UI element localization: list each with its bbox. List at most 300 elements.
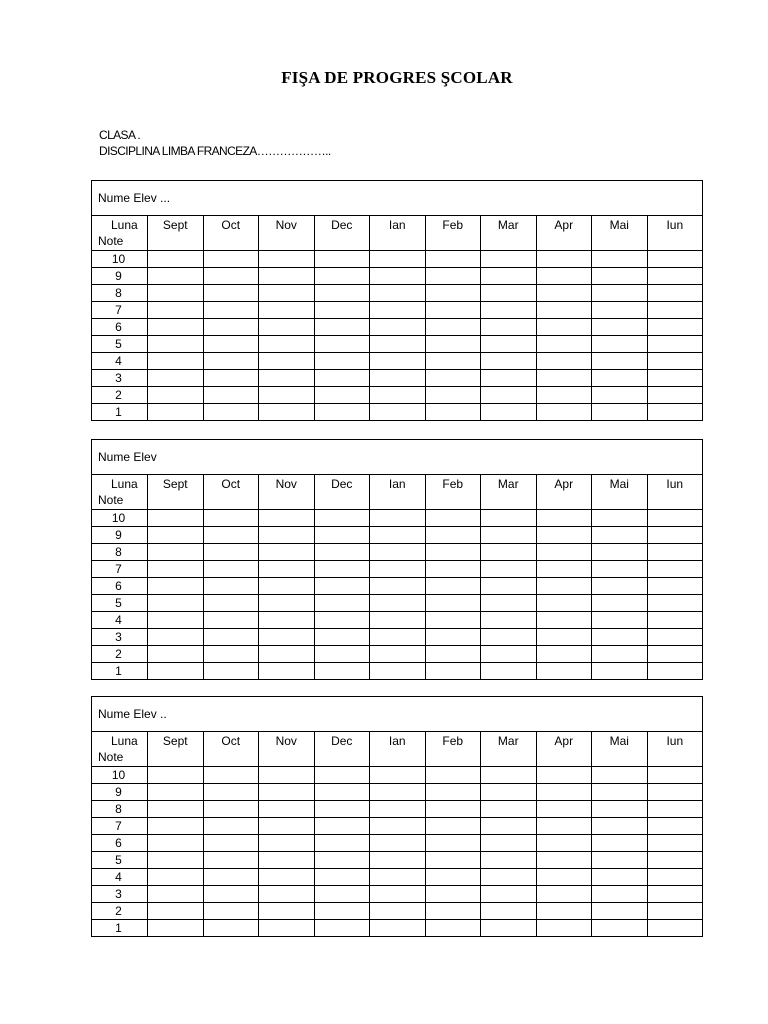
- grade-cell[interactable]: [592, 387, 648, 404]
- grade-cell[interactable]: [647, 527, 703, 544]
- grade-cell[interactable]: [203, 663, 259, 680]
- grade-cell[interactable]: [148, 319, 204, 336]
- grade-cell[interactable]: [259, 251, 315, 268]
- grade-cell[interactable]: [314, 387, 370, 404]
- grade-cell[interactable]: [647, 404, 703, 421]
- grade-cell[interactable]: [370, 835, 426, 852]
- grade-cell[interactable]: [148, 801, 204, 818]
- grade-cell[interactable]: [425, 663, 481, 680]
- grade-cell[interactable]: [370, 920, 426, 937]
- grade-cell[interactable]: [536, 629, 592, 646]
- grade-cell[interactable]: [314, 784, 370, 801]
- grade-cell[interactable]: [647, 663, 703, 680]
- grade-cell[interactable]: [370, 801, 426, 818]
- grade-cell[interactable]: [370, 886, 426, 903]
- grade-cell[interactable]: [259, 336, 315, 353]
- grade-cell[interactable]: [481, 595, 537, 612]
- grade-cell[interactable]: [647, 578, 703, 595]
- grade-cell[interactable]: [592, 886, 648, 903]
- grade-cell[interactable]: [592, 268, 648, 285]
- grade-cell[interactable]: [425, 869, 481, 886]
- grade-cell[interactable]: [148, 544, 204, 561]
- grade-cell[interactable]: [592, 510, 648, 527]
- grade-cell[interactable]: [592, 835, 648, 852]
- grade-cell[interactable]: [592, 578, 648, 595]
- grade-cell[interactable]: [647, 903, 703, 920]
- grade-cell[interactable]: [370, 646, 426, 663]
- grade-cell[interactable]: [647, 629, 703, 646]
- grade-cell[interactable]: [148, 404, 204, 421]
- grade-cell[interactable]: [370, 852, 426, 869]
- grade-cell[interactable]: [647, 251, 703, 268]
- grade-cell[interactable]: [425, 920, 481, 937]
- grade-cell[interactable]: [481, 629, 537, 646]
- grade-cell[interactable]: [148, 784, 204, 801]
- grade-cell[interactable]: [370, 285, 426, 302]
- grade-cell[interactable]: [314, 886, 370, 903]
- grade-cell[interactable]: [259, 404, 315, 421]
- grade-cell[interactable]: [481, 510, 537, 527]
- grade-cell[interactable]: [536, 646, 592, 663]
- grade-cell[interactable]: [314, 353, 370, 370]
- grade-cell[interactable]: [481, 285, 537, 302]
- grade-cell[interactable]: [259, 561, 315, 578]
- grade-cell[interactable]: [370, 784, 426, 801]
- grade-cell[interactable]: [314, 578, 370, 595]
- grade-cell[interactable]: [481, 920, 537, 937]
- grade-cell[interactable]: [370, 544, 426, 561]
- grade-cell[interactable]: [647, 510, 703, 527]
- grade-cell[interactable]: [314, 903, 370, 920]
- grade-cell[interactable]: [370, 595, 426, 612]
- grade-cell[interactable]: [481, 578, 537, 595]
- grade-cell[interactable]: [148, 646, 204, 663]
- grade-cell[interactable]: [425, 767, 481, 784]
- grade-cell[interactable]: [259, 370, 315, 387]
- grade-cell[interactable]: [370, 903, 426, 920]
- grade-cell[interactable]: [647, 886, 703, 903]
- grade-cell[interactable]: [592, 629, 648, 646]
- grade-cell[interactable]: [203, 285, 259, 302]
- grade-cell[interactable]: [647, 268, 703, 285]
- student-name-field[interactable]: Nume Elev ...: [92, 181, 703, 216]
- grade-cell[interactable]: [425, 404, 481, 421]
- grade-cell[interactable]: [370, 370, 426, 387]
- grade-cell[interactable]: [314, 663, 370, 680]
- grade-cell[interactable]: [536, 387, 592, 404]
- grade-cell[interactable]: [370, 251, 426, 268]
- grade-cell[interactable]: [203, 920, 259, 937]
- grade-cell[interactable]: [592, 370, 648, 387]
- grade-cell[interactable]: [259, 319, 315, 336]
- grade-cell[interactable]: [647, 302, 703, 319]
- grade-cell[interactable]: [370, 353, 426, 370]
- grade-cell[interactable]: [536, 886, 592, 903]
- grade-cell[interactable]: [592, 527, 648, 544]
- grade-cell[interactable]: [203, 767, 259, 784]
- grade-cell[interactable]: [148, 285, 204, 302]
- grade-cell[interactable]: [148, 767, 204, 784]
- grade-cell[interactable]: [203, 319, 259, 336]
- grade-cell[interactable]: [259, 578, 315, 595]
- grade-cell[interactable]: [425, 251, 481, 268]
- grade-cell[interactable]: [370, 404, 426, 421]
- grade-cell[interactable]: [536, 784, 592, 801]
- grade-cell[interactable]: [481, 336, 537, 353]
- grade-cell[interactable]: [425, 835, 481, 852]
- grade-cell[interactable]: [259, 818, 315, 835]
- grade-cell[interactable]: [148, 387, 204, 404]
- grade-cell[interactable]: [592, 818, 648, 835]
- grade-cell[interactable]: [148, 663, 204, 680]
- grade-cell[interactable]: [592, 920, 648, 937]
- grade-cell[interactable]: [203, 852, 259, 869]
- grade-cell[interactable]: [536, 612, 592, 629]
- grade-cell[interactable]: [481, 387, 537, 404]
- grade-cell[interactable]: [203, 903, 259, 920]
- grade-cell[interactable]: [647, 869, 703, 886]
- grade-cell[interactable]: [259, 510, 315, 527]
- grade-cell[interactable]: [314, 561, 370, 578]
- grade-cell[interactable]: [148, 561, 204, 578]
- grade-cell[interactable]: [425, 578, 481, 595]
- grade-cell[interactable]: [259, 612, 315, 629]
- grade-cell[interactable]: [314, 595, 370, 612]
- student-name-field[interactable]: Nume Elev: [92, 440, 703, 475]
- grade-cell[interactable]: [592, 336, 648, 353]
- grade-cell[interactable]: [203, 251, 259, 268]
- grade-cell[interactable]: [647, 920, 703, 937]
- grade-cell[interactable]: [148, 251, 204, 268]
- grade-cell[interactable]: [203, 510, 259, 527]
- grade-cell[interactable]: [314, 612, 370, 629]
- grade-cell[interactable]: [203, 869, 259, 886]
- grade-cell[interactable]: [481, 251, 537, 268]
- grade-cell[interactable]: [203, 612, 259, 629]
- grade-cell[interactable]: [148, 612, 204, 629]
- grade-cell[interactable]: [370, 336, 426, 353]
- grade-cell[interactable]: [425, 612, 481, 629]
- grade-cell[interactable]: [647, 784, 703, 801]
- grade-cell[interactable]: [481, 767, 537, 784]
- grade-cell[interactable]: [370, 818, 426, 835]
- grade-cell[interactable]: [481, 319, 537, 336]
- grade-cell[interactable]: [314, 646, 370, 663]
- grade-cell[interactable]: [203, 336, 259, 353]
- grade-cell[interactable]: [259, 544, 315, 561]
- grade-cell[interactable]: [203, 886, 259, 903]
- grade-cell[interactable]: [148, 268, 204, 285]
- grade-cell[interactable]: [592, 285, 648, 302]
- grade-cell[interactable]: [259, 903, 315, 920]
- grade-cell[interactable]: [536, 285, 592, 302]
- grade-cell[interactable]: [370, 302, 426, 319]
- grade-cell[interactable]: [425, 285, 481, 302]
- grade-cell[interactable]: [647, 336, 703, 353]
- grade-cell[interactable]: [647, 387, 703, 404]
- grade-cell[interactable]: [203, 404, 259, 421]
- grade-cell[interactable]: [592, 353, 648, 370]
- grade-cell[interactable]: [425, 561, 481, 578]
- grade-cell[interactable]: [647, 353, 703, 370]
- grade-cell[interactable]: [314, 285, 370, 302]
- grade-cell[interactable]: [536, 869, 592, 886]
- grade-cell[interactable]: [425, 818, 481, 835]
- grade-cell[interactable]: [647, 319, 703, 336]
- grade-cell[interactable]: [370, 268, 426, 285]
- grade-cell[interactable]: [203, 302, 259, 319]
- grade-cell[interactable]: [536, 404, 592, 421]
- grade-cell[interactable]: [536, 663, 592, 680]
- grade-cell[interactable]: [425, 527, 481, 544]
- grade-cell[interactable]: [148, 886, 204, 903]
- grade-cell[interactable]: [203, 646, 259, 663]
- grade-cell[interactable]: [536, 370, 592, 387]
- grade-cell[interactable]: [259, 852, 315, 869]
- grade-cell[interactable]: [203, 370, 259, 387]
- grade-cell[interactable]: [148, 510, 204, 527]
- grade-cell[interactable]: [481, 612, 537, 629]
- grade-cell[interactable]: [536, 595, 592, 612]
- grade-cell[interactable]: [536, 302, 592, 319]
- grade-cell[interactable]: [425, 510, 481, 527]
- grade-cell[interactable]: [425, 801, 481, 818]
- grade-cell[interactable]: [592, 251, 648, 268]
- grade-cell[interactable]: [425, 784, 481, 801]
- grade-cell[interactable]: [536, 578, 592, 595]
- grade-cell[interactable]: [259, 268, 315, 285]
- grade-cell[interactable]: [370, 869, 426, 886]
- grade-cell[interactable]: [425, 886, 481, 903]
- grade-cell[interactable]: [647, 767, 703, 784]
- grade-cell[interactable]: [148, 302, 204, 319]
- grade-cell[interactable]: [647, 561, 703, 578]
- grade-cell[interactable]: [148, 629, 204, 646]
- grade-cell[interactable]: [259, 784, 315, 801]
- grade-cell[interactable]: [481, 801, 537, 818]
- grade-cell[interactable]: [481, 353, 537, 370]
- grade-cell[interactable]: [314, 370, 370, 387]
- grade-cell[interactable]: [647, 595, 703, 612]
- grade-cell[interactable]: [536, 527, 592, 544]
- grade-cell[interactable]: [259, 595, 315, 612]
- grade-cell[interactable]: [536, 544, 592, 561]
- grade-cell[interactable]: [425, 629, 481, 646]
- grade-cell[interactable]: [370, 510, 426, 527]
- grade-cell[interactable]: [592, 869, 648, 886]
- grade-cell[interactable]: [314, 336, 370, 353]
- grade-cell[interactable]: [314, 319, 370, 336]
- grade-cell[interactable]: [370, 629, 426, 646]
- grade-cell[interactable]: [647, 285, 703, 302]
- grade-cell[interactable]: [425, 268, 481, 285]
- grade-cell[interactable]: [425, 903, 481, 920]
- grade-cell[interactable]: [592, 544, 648, 561]
- grade-cell[interactable]: [425, 370, 481, 387]
- grade-cell[interactable]: [536, 801, 592, 818]
- grade-cell[interactable]: [203, 578, 259, 595]
- grade-cell[interactable]: [425, 319, 481, 336]
- grade-cell[interactable]: [425, 646, 481, 663]
- grade-cell[interactable]: [536, 510, 592, 527]
- grade-cell[interactable]: [481, 370, 537, 387]
- grade-cell[interactable]: [647, 801, 703, 818]
- grade-cell[interactable]: [647, 612, 703, 629]
- grade-cell[interactable]: [536, 852, 592, 869]
- grade-cell[interactable]: [592, 663, 648, 680]
- grade-cell[interactable]: [425, 353, 481, 370]
- grade-cell[interactable]: [370, 527, 426, 544]
- grade-cell[interactable]: [647, 818, 703, 835]
- grade-cell[interactable]: [481, 663, 537, 680]
- grade-cell[interactable]: [314, 544, 370, 561]
- grade-cell[interactable]: [259, 663, 315, 680]
- grade-cell[interactable]: [259, 353, 315, 370]
- grade-cell[interactable]: [259, 646, 315, 663]
- grade-cell[interactable]: [314, 767, 370, 784]
- grade-cell[interactable]: [148, 869, 204, 886]
- grade-cell[interactable]: [259, 886, 315, 903]
- grade-cell[interactable]: [481, 869, 537, 886]
- grade-cell[interactable]: [370, 561, 426, 578]
- grade-cell[interactable]: [425, 336, 481, 353]
- grade-cell[interactable]: [203, 268, 259, 285]
- grade-cell[interactable]: [536, 903, 592, 920]
- grade-cell[interactable]: [536, 818, 592, 835]
- grade-cell[interactable]: [647, 646, 703, 663]
- grade-cell[interactable]: [647, 852, 703, 869]
- grade-cell[interactable]: [314, 801, 370, 818]
- grade-cell[interactable]: [259, 869, 315, 886]
- grade-cell[interactable]: [259, 302, 315, 319]
- grade-cell[interactable]: [536, 268, 592, 285]
- grade-cell[interactable]: [314, 852, 370, 869]
- grade-cell[interactable]: [425, 852, 481, 869]
- grade-cell[interactable]: [592, 404, 648, 421]
- grade-cell[interactable]: [425, 302, 481, 319]
- grade-cell[interactable]: [314, 629, 370, 646]
- grade-cell[interactable]: [314, 302, 370, 319]
- grade-cell[interactable]: [203, 561, 259, 578]
- grade-cell[interactable]: [592, 612, 648, 629]
- grade-cell[interactable]: [370, 612, 426, 629]
- grade-cell[interactable]: [592, 646, 648, 663]
- grade-cell[interactable]: [536, 920, 592, 937]
- grade-cell[interactable]: [592, 903, 648, 920]
- grade-cell[interactable]: [536, 353, 592, 370]
- grade-cell[interactable]: [481, 835, 537, 852]
- grade-cell[interactable]: [592, 767, 648, 784]
- grade-cell[interactable]: [536, 835, 592, 852]
- grade-cell[interactable]: [148, 903, 204, 920]
- grade-cell[interactable]: [203, 353, 259, 370]
- grade-cell[interactable]: [148, 595, 204, 612]
- grade-cell[interactable]: [370, 767, 426, 784]
- grade-cell[interactable]: [592, 319, 648, 336]
- grade-cell[interactable]: [148, 336, 204, 353]
- grade-cell[interactable]: [536, 251, 592, 268]
- grade-cell[interactable]: [203, 835, 259, 852]
- grade-cell[interactable]: [314, 869, 370, 886]
- grade-cell[interactable]: [481, 302, 537, 319]
- grade-cell[interactable]: [314, 268, 370, 285]
- grade-cell[interactable]: [536, 336, 592, 353]
- student-name-field[interactable]: Nume Elev ..: [92, 697, 703, 732]
- grade-cell[interactable]: [148, 370, 204, 387]
- grade-cell[interactable]: [203, 527, 259, 544]
- grade-cell[interactable]: [203, 595, 259, 612]
- grade-cell[interactable]: [203, 629, 259, 646]
- grade-cell[interactable]: [314, 920, 370, 937]
- grade-cell[interactable]: [370, 387, 426, 404]
- grade-cell[interactable]: [536, 767, 592, 784]
- grade-cell[interactable]: [203, 818, 259, 835]
- grade-cell[interactable]: [647, 835, 703, 852]
- grade-cell[interactable]: [148, 353, 204, 370]
- grade-cell[interactable]: [203, 801, 259, 818]
- grade-cell[interactable]: [481, 852, 537, 869]
- grade-cell[interactable]: [259, 767, 315, 784]
- grade-cell[interactable]: [425, 595, 481, 612]
- grade-cell[interactable]: [314, 818, 370, 835]
- grade-cell[interactable]: [481, 818, 537, 835]
- grade-cell[interactable]: [425, 544, 481, 561]
- grade-cell[interactable]: [370, 578, 426, 595]
- grade-cell[interactable]: [647, 370, 703, 387]
- grade-cell[interactable]: [481, 404, 537, 421]
- grade-cell[interactable]: [259, 801, 315, 818]
- grade-cell[interactable]: [370, 319, 426, 336]
- grade-cell[interactable]: [148, 920, 204, 937]
- grade-cell[interactable]: [148, 527, 204, 544]
- grade-cell[interactable]: [536, 561, 592, 578]
- grade-cell[interactable]: [592, 302, 648, 319]
- grade-cell[interactable]: [370, 663, 426, 680]
- grade-cell[interactable]: [592, 784, 648, 801]
- grade-cell[interactable]: [647, 544, 703, 561]
- grade-cell[interactable]: [481, 886, 537, 903]
- grade-cell[interactable]: [314, 510, 370, 527]
- grade-cell[interactable]: [592, 852, 648, 869]
- grade-cell[interactable]: [259, 387, 315, 404]
- grade-cell[interactable]: [148, 835, 204, 852]
- grade-cell[interactable]: [148, 818, 204, 835]
- grade-cell[interactable]: [259, 629, 315, 646]
- grade-cell[interactable]: [314, 251, 370, 268]
- grade-cell[interactable]: [592, 561, 648, 578]
- grade-cell[interactable]: [481, 903, 537, 920]
- grade-cell[interactable]: [203, 784, 259, 801]
- grade-cell[interactable]: [481, 646, 537, 663]
- grade-cell[interactable]: [259, 920, 315, 937]
- grade-cell[interactable]: [481, 268, 537, 285]
- grade-cell[interactable]: [481, 527, 537, 544]
- grade-cell[interactable]: [148, 578, 204, 595]
- grade-cell[interactable]: [592, 595, 648, 612]
- grade-cell[interactable]: [536, 319, 592, 336]
- grade-cell[interactable]: [314, 527, 370, 544]
- grade-cell[interactable]: [481, 561, 537, 578]
- grade-cell[interactable]: [314, 404, 370, 421]
- grade-cell[interactable]: [203, 544, 259, 561]
- grade-cell[interactable]: [592, 801, 648, 818]
- grade-cell[interactable]: [259, 835, 315, 852]
- grade-cell[interactable]: [259, 285, 315, 302]
- grade-cell[interactable]: [481, 544, 537, 561]
- grade-cell[interactable]: [425, 387, 481, 404]
- grade-cell[interactable]: [148, 852, 204, 869]
- grade-cell[interactable]: [203, 387, 259, 404]
